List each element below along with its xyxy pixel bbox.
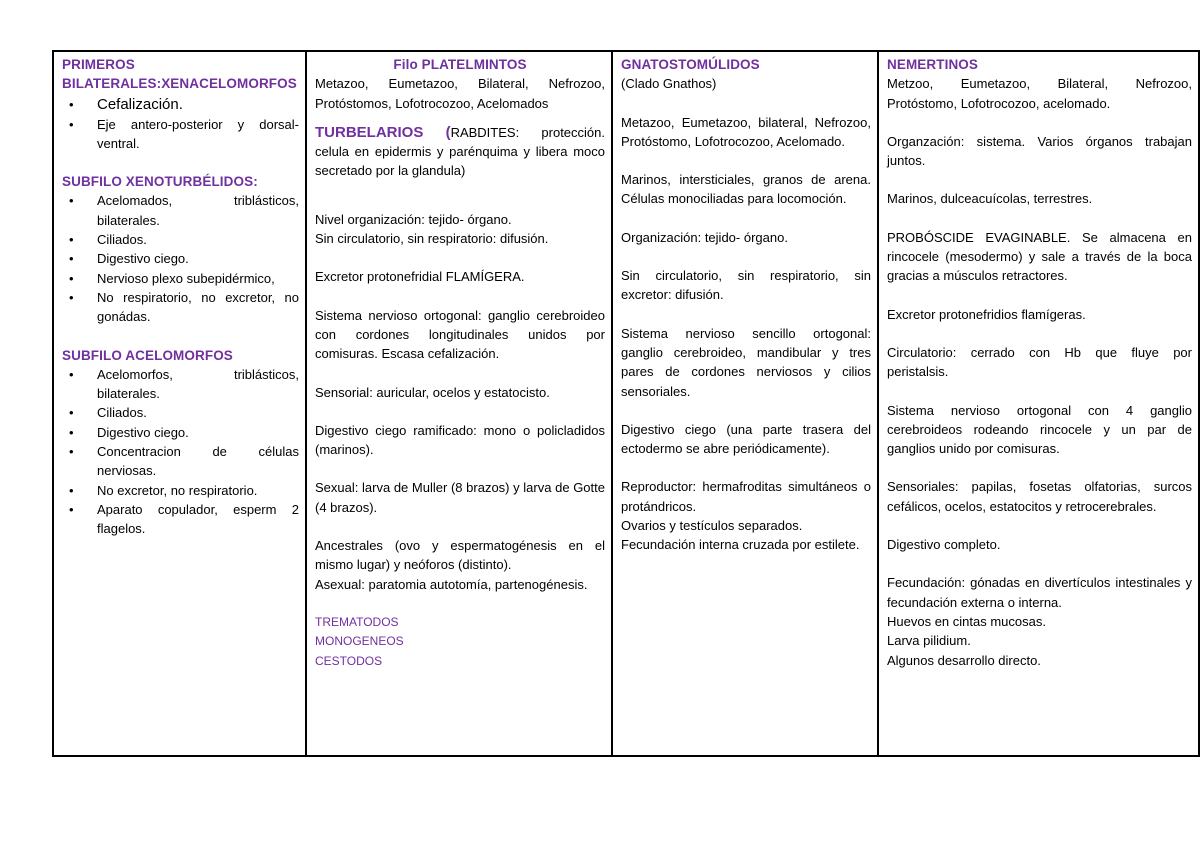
list-item: • Eje antero-posterior y dorsal-ventral. [97, 115, 299, 154]
col2-p1b: Sin circulatorio, sin respiratorio: difusión. [315, 231, 549, 247]
comparison-table [52, 50, 1200, 757]
col2-p1a: Nivel organización: tejido- órgano. [315, 211, 512, 227]
cell-nemertinos [878, 51, 1199, 756]
col1-title-line2: BILATERALES:XENACELOMORFOS [62, 76, 297, 92]
list-item: • Digestivo ciego. [97, 249, 299, 268]
col3-p9: Fecundación interna cruzada por estilete. [621, 537, 860, 553]
col3-p1: Metazoo, Eumetazoo, bilateral, Nefrozoo, Protóstomo, Lofotrocozoo, Acelomado. [621, 114, 871, 149]
col2-p5: Digestivo ciego ramificado: mono o policladidos (marinos). [315, 422, 605, 458]
list-item: • Acelomorfos, triblásticos, bilaterales. [97, 365, 299, 404]
col1-top-list [62, 94, 299, 154]
col3-p8: Ovarios y testículos separados. [621, 518, 803, 534]
col4-p2: Organzación: sistema. Varios órganos trabajan juntos. [887, 133, 1192, 169]
class-monogeneos: MONOGENEOS [315, 634, 404, 649]
col4-p13: Algunos desarrollo directo. [887, 652, 1041, 668]
list-item: • Ciliados. [97, 230, 299, 249]
subfilo-acelomorfos-title: SUBFILO ACELOMORFOS [62, 347, 233, 363]
turbelarios-description: RABDITES: protección. celula en epidermis y parénquima y libera moco secretado por la glandula) [315, 124, 605, 179]
turbelarios-block [315, 123, 605, 181]
list-item: • Nervioso plexo subepidérmico, [97, 269, 299, 288]
list-item: • No excretor, no respiratorio. [97, 481, 299, 500]
col4-p3: Marinos, dulceacuícolas, terrestres. [887, 191, 1093, 207]
col2-p7: Ancestrales (ovo y espermatogénesis en el mismo lugar) y neóforos (distinto). [315, 538, 605, 573]
cell-platelmintos [306, 51, 612, 756]
col3-p5: Sistema nervioso sencillo ortogonal: ganglio cerebroideo, mandibular y tres pares de cordones nerviosos y cilios sensoriales. [621, 325, 871, 399]
col4-p12: Larva pilidium. [887, 633, 971, 649]
col3-title: GNATOSTOMÚLIDOS [621, 57, 760, 72]
col4-p4: PROBÓSCIDE EVAGINABLE. Se almacena en rincocele (mesodermo) y sale a través de la boca gracias a músculos retractores. [887, 229, 1192, 284]
table-row [53, 51, 1199, 756]
list-item: • Acelomados, triblásticos, bilaterales. [97, 191, 299, 230]
col3-clado: (Clado Gnathos) [621, 76, 717, 92]
acelomorfos-list [62, 365, 299, 539]
col2-intro: Metazoo, Eumetazoo, Bilateral, Nefrozoo, Protóstomos, Lofotrocozoo, Acelomados [315, 76, 605, 111]
col2-p3: Sistema nervioso ortogonal: ganglio cerebroideo con cordones longitudinales unidos por comisuras. Escasa cefalización. [315, 307, 605, 362]
col4-p10: Fecundación: gónadas en divertículos intestinales y fecundación externa o interna. [887, 575, 1192, 610]
col3-p2: Marinos, intersticiales, granos de arena. Células monociliadas para locomoción. [621, 172, 871, 207]
col3-p3: Organización: tejido- órgano. [621, 229, 788, 245]
xenoturbelidos-list [62, 191, 299, 326]
col4-p7: Sistema nervioso ortogonal con 4 ganglio cerebroideos rodeando rincocele y un par de ganglios unido por comisuras. [887, 402, 1192, 457]
col4-p6: Circulatorio: cerrado con Hb que fluye por peristalsis. [887, 344, 1192, 380]
col4-p5: Excretor protonefridios flamígeras. [887, 306, 1086, 322]
class-cestodos: CESTODOS [315, 653, 383, 668]
col2-p8: Asexual: paratomia autotomía, partenogénesis. [315, 576, 588, 592]
turbelarios-title: TURBELARIOS [315, 123, 424, 141]
list-item: • Digestivo ciego. [97, 423, 299, 442]
cell-primeros-bilaterales [53, 51, 306, 756]
list-item: • Ciliados. [97, 403, 299, 422]
cell-gnatostomulidos [612, 51, 878, 756]
col4-p9: Digestivo completo. [887, 537, 1001, 553]
col4-p8: Sensoriales: papilas, fosetas olfatorias, surcos cefálicos, ocelos, estatocitos y retrocerebrales. [887, 479, 1192, 514]
list-item: • Aparato copulador, esperm 2 flagelos. [97, 500, 299, 539]
col2-title: Filo PLATELMINTOS [393, 57, 527, 72]
col3-p4: Sin circulatorio, sin respiratorio, sin excretor: difusión. [621, 268, 871, 303]
col3-p7: Reproductor: hermafroditas simultáneos o protándricos. [621, 479, 871, 514]
turbelarios-open-paren: ( [445, 123, 451, 141]
class-trematodos: TREMATODOS [315, 614, 399, 629]
col2-p2: Excretor protonefridial FLAMÍGERA. [315, 269, 525, 285]
col2-p4: Sensorial: auricular, ocelos y estatocisto. [315, 384, 550, 400]
subfilo-xenoturbelidos-title: SUBFILO XENOTURBÉLIDOS: [62, 174, 258, 190]
list-item: • Cefalización. [97, 94, 299, 115]
col4-title: NEMERTINOS [887, 57, 979, 72]
col4-p11: Huevos en cintas mucosas. [887, 613, 1046, 629]
col1-title-line1: PRIMEROS [62, 57, 135, 72]
col4-p1: Metzoo, Eumetazoo, Bilateral, Nefrozoo, Protóstomo, Lofotrocozoo, acelomado. [887, 76, 1192, 111]
col2-p6: Sexual: larva de Muller (8 brazos) y larva de Gotte (4 brazos). [315, 480, 605, 515]
col3-p6: Digestivo ciego (una parte trasera del ectodermo se abre periódicamente). [621, 421, 871, 457]
list-item: • Concentracion de células nerviosas. [97, 442, 299, 481]
list-item: • No respiratorio, no excretor, no gonádas. [97, 288, 299, 327]
